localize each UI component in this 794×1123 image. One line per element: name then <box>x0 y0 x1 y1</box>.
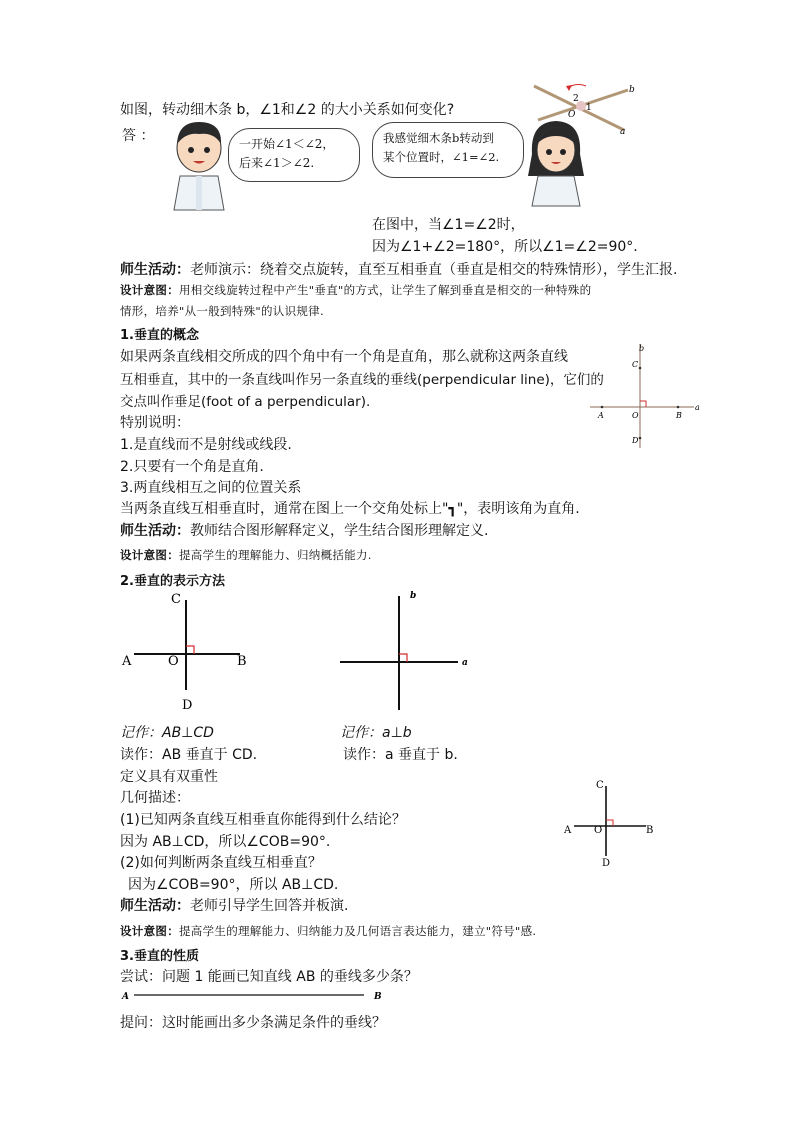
label-2: 2 <box>573 94 579 104</box>
label-c: C <box>596 780 604 791</box>
notation-figure-1 <box>116 588 266 716</box>
girl-speech-bubble <box>372 122 524 178</box>
calc-line-1: 在图中，当∠1=∠2时， <box>372 217 525 233</box>
girl-illustration <box>524 114 588 208</box>
label-a: a <box>620 127 626 137</box>
label-d: D <box>182 698 193 713</box>
activity-1-label: 师生活动： <box>120 262 190 278</box>
label-b: B <box>374 992 382 1002</box>
geometric-description-title: 几何描述： <box>120 790 190 806</box>
definition-line-3: 交点叫作垂足(foot of a perpendicular). <box>120 394 371 410</box>
label-a: a <box>462 658 468 668</box>
section-2-activity: 师生活动：老师引导学生回答并板演. <box>120 898 349 914</box>
label-c: C <box>632 360 639 369</box>
label-o: O <box>568 110 576 120</box>
label-d: D <box>602 858 611 868</box>
question-2: (2)如何判断两条直线互相垂直？ <box>120 855 322 871</box>
notation-write-2: 记作：a⊥b <box>340 725 412 741</box>
label-o: O <box>632 411 639 420</box>
definition-line-2: 互相垂直，其中的一条直线叫作另一条直线的垂线(perpendicular line)，它们的 <box>120 372 604 388</box>
girl-speech-line-1: 我感觉细木条b转动到 <box>383 131 494 145</box>
special-note-1: 1.是直线而不是射线或线段. <box>120 437 292 453</box>
answer-2: 因为∠COB=90°，所以 AB⊥CD. <box>128 877 339 893</box>
duality-note: 定义具有双重性 <box>120 769 218 785</box>
notation-write-1: 记作：AB⊥CD <box>120 725 214 741</box>
label-b: B <box>237 654 247 669</box>
follow-up-question: 提问：这时能画出多少条满足条件的垂线？ <box>120 1015 386 1031</box>
girl-speech-line-2: 某个位置时，∠1=∠2. <box>383 150 500 164</box>
boy-speech-line-1: 一开始∠1＜∠2， <box>239 137 335 151</box>
section-1-design: 设计意图：提高学生的理解能力、归纳概括能力. <box>120 548 372 562</box>
concept-figure <box>588 340 704 452</box>
boy-illustration <box>168 114 230 212</box>
answer-1: 因为 AB⊥CD，所以∠COB=90°. <box>120 834 331 850</box>
label-a: A <box>122 992 129 1002</box>
label-b: b <box>410 591 417 601</box>
activity-1 <box>120 259 677 279</box>
notation-figure-2 <box>336 588 476 716</box>
label-c: C <box>171 592 181 607</box>
notation-read-2: 读作：a 垂直于 b. <box>343 747 458 763</box>
boy-speech-line-2: 后来∠1＞∠2. <box>239 156 315 170</box>
boy-speech-bubble <box>228 128 360 182</box>
design-1-line-2: 情形，培养"从一般到特殊"的认识规律. <box>120 304 324 318</box>
special-note-2: 2.只要有一个角是直角. <box>120 459 264 475</box>
design-1-line-1: 设计意图：用相交线旋转过程中产生"垂直"的方式，让学生了解到垂直是相交的一种特殊的 <box>120 283 592 297</box>
section-1-activity: 师生活动：教师结合图形解释定义，学生结合图形理解定义. <box>120 523 489 539</box>
answer-label: 答 ： <box>122 128 155 144</box>
section-3-title: 3.垂直的性质 <box>120 949 199 964</box>
label-b: B <box>646 825 654 836</box>
design-1-label: 设计意图： <box>120 283 179 297</box>
label-b: b <box>629 85 635 95</box>
special-notes-title: 特别说明： <box>120 415 190 431</box>
right-angle-mark-note: 当两条直线互相垂直时，通常在图上一个交角处标上"┓"，表明该角为直角. <box>120 501 580 517</box>
try-question: 尝试：问题 1 能画已知直线 AB 的垂线多少条？ <box>120 969 418 985</box>
geometry-figure-3 <box>560 776 660 868</box>
label-o: O <box>168 654 179 669</box>
section-2-title: 2.垂直的表示方法 <box>120 574 225 589</box>
label-line-a: a <box>695 403 700 412</box>
activity-1-text: 老师演示：绕着交点旋转，直至互相垂直（垂直是相交的特殊情形），学生汇报. <box>190 262 678 278</box>
section-2-design: 设计意图：提高学生的理解能力、归纳能力及几何语言表达能力，建立"符号"感. <box>120 924 537 938</box>
definition-line-1: 如果两条直线相交所成的四个角中有一个角是直角，那么就称这两条直线 <box>120 349 568 365</box>
intro-question: 如图，转动细木条 b，∠1和∠2 的大小关系如何变化? <box>120 102 455 118</box>
label-point-b: B <box>676 411 682 420</box>
notation-read-1: 读作：AB 垂直于 CD. <box>120 747 258 763</box>
label-d: D <box>632 436 639 445</box>
question-1: (1)已知两条直线互相垂直你能得到什么结论？ <box>120 812 406 828</box>
label-a: A <box>122 654 132 669</box>
calc-line-2: 因为∠1+∠2=180°，所以∠1=∠2=90°. <box>372 239 638 255</box>
label-a: A <box>564 825 572 836</box>
special-note-3: 3.两直线相互之间的位置关系 <box>120 480 302 496</box>
label-o: O <box>594 825 603 836</box>
line-ab-figure <box>118 986 388 1004</box>
label-1: 1 <box>586 103 592 113</box>
label-point-a: A <box>598 411 604 420</box>
section-1-title: 1.垂直的概念 <box>120 328 199 343</box>
label-line-b: b <box>639 344 645 353</box>
